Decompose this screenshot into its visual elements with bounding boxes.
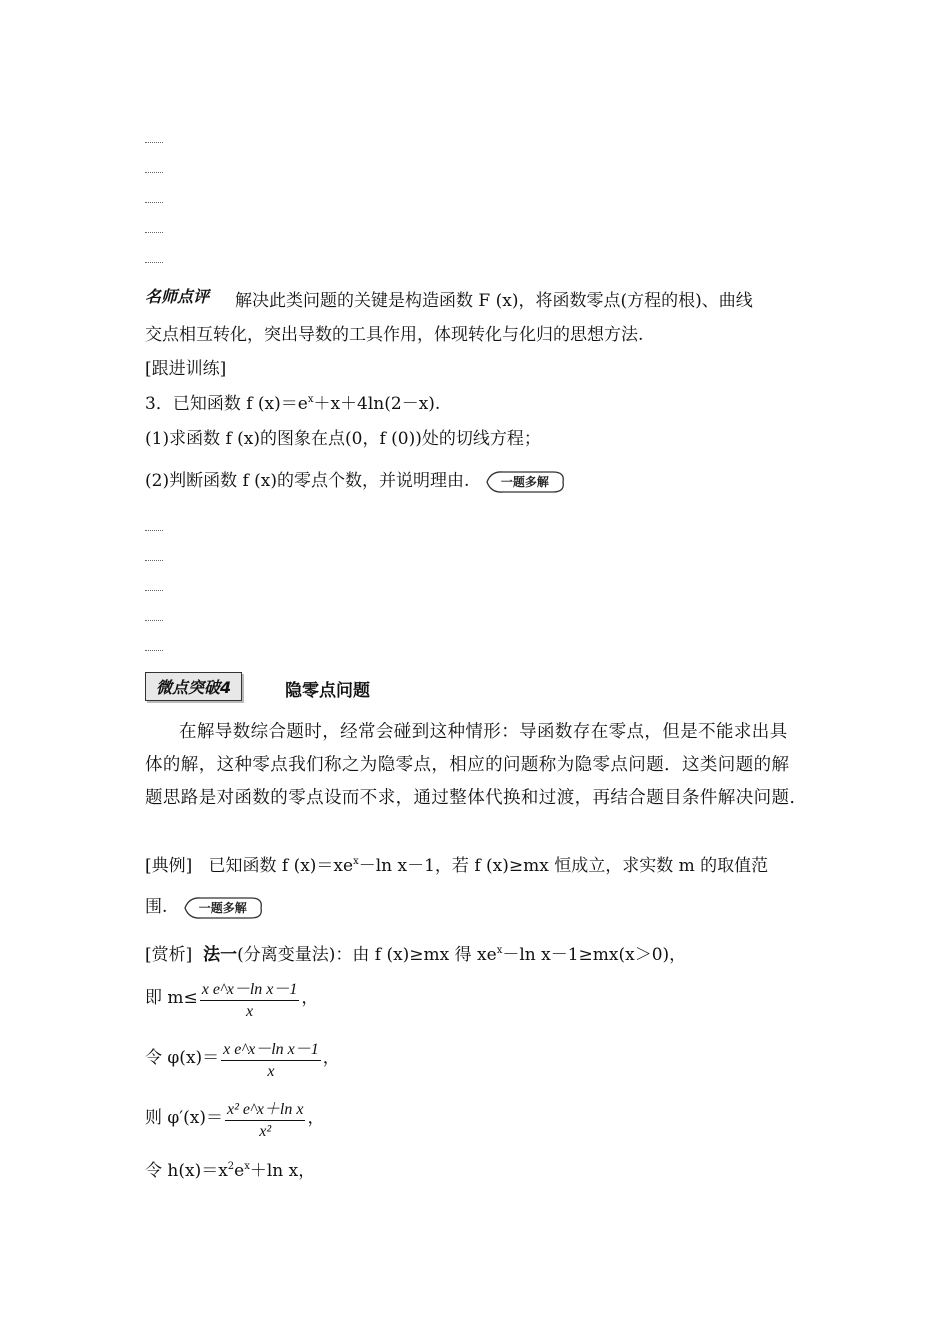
section-intro: 在解导数综合题时，经常会碰到这种情形：导函数存在零点，但是不能求出具体的解，这种零点我们称之为隐零点，相应的问题称为隐零点问题．这类问题的解题思路是对函数的零点设而不求，通过整体代换和过渡，再结合题目条件解决问题.	[145, 722, 796, 808]
followup-question: 3．已知函数 f $(x)=e^x+x+4\ln(2-x)$.	[145, 394, 441, 414]
fraction: $\frac{\text{x e\textasciicircum{}x－ln x－1}}{x}$	[221, 1036, 321, 1081]
multi-solution-badge: 一题多解	[181, 895, 265, 921]
answer-line	[145, 262, 163, 263]
comment-line-1: 解决此类问题的关键是构造函数 F (x)，将函数零点(方程的根)、曲线	[235, 291, 753, 311]
solution-line-2: 即 m≤ $\frac{\text{x e\textasciicircum{}x－ln x－1}}{x}$ ，	[145, 976, 318, 1021]
answer-line	[145, 172, 163, 173]
answer-line	[145, 530, 163, 531]
solution-tag: [赏析]	[145, 945, 193, 965]
answer-line	[145, 650, 163, 651]
followup-heading: [跟进训练]	[145, 359, 227, 379]
fraction: $\frac{\text{x e\textasciicircum{}x－ln x－1}}{x}$	[200, 976, 300, 1021]
followup-part-1: (1)求函数 f (x)的图象在点(0，f (0))处的切线方程；	[145, 429, 541, 449]
solution-line-1: [赏析] 法一(分离变量法)：由 f (x)≥mx 得 $xe^x-\ln$ x－1≥mx(x＞0)，	[145, 945, 687, 965]
answer-line	[145, 560, 163, 561]
method-label: 法一	[203, 945, 238, 965]
followup-part-2: (2)判断函数 f (x)的零点个数，并说明理由. 一题多解	[145, 466, 567, 495]
comment-line-2: 交点相互转化，突出导数的工具作用，体现转化与化归的思想方法.	[145, 325, 644, 345]
solution-line-4: 则 φ′(x)＝ $\frac{\text{x² e\textasciicircum{}x＋ln x}}{\text{x²}}$ ，	[145, 1096, 324, 1141]
example-tag: [典例]	[145, 856, 193, 876]
answer-line	[145, 590, 163, 591]
solution-line-5: 令 $h(x)=x^2e^x+\ln$ x，	[145, 1161, 316, 1181]
solution-line-3: 令 φ(x)＝ $\frac{\text{x e\textasciicircum{}x－ln x－1}}{x}$ ，	[145, 1036, 340, 1081]
multi-solution-badge: 一题多解	[483, 469, 567, 495]
comment-tag: 名师点评	[145, 287, 210, 306]
answer-line	[145, 620, 163, 621]
answer-line	[145, 142, 163, 143]
answer-line	[145, 232, 163, 233]
example-line-1: [典例] 已知函数 f $(x)=xe^x-\ln$ x－1，若 f (x)≥mx 恒成立，求实数 m 的取值范	[145, 856, 769, 876]
section-badge: 微点突破4	[145, 672, 242, 701]
section-title: 隐零点问题	[285, 681, 370, 701]
fraction: $\frac{\text{x² e\textasciicircum{}x＋ln x}}{\text{x²}}$	[225, 1096, 305, 1141]
example-line-2: 围. 一题多解	[145, 892, 265, 921]
answer-line	[145, 202, 163, 203]
